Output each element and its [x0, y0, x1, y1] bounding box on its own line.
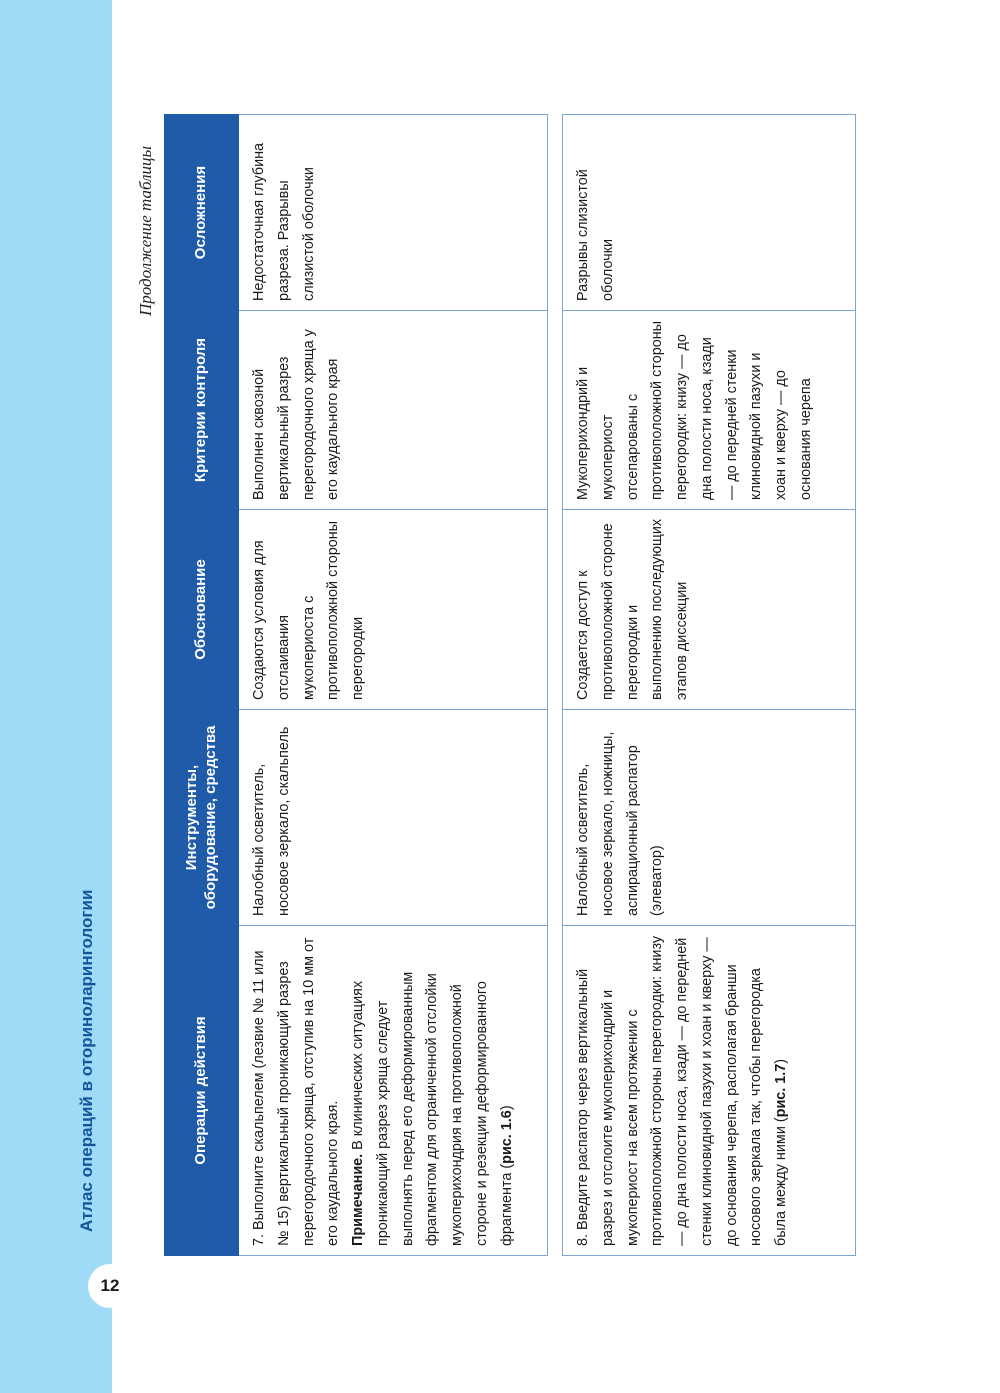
- rotated-table-wrapper: [164, 115, 840, 1256]
- note-text: В клинических ситуациях проникающий разрез хряща следует выполнять перед его деформированным фрагментом для ограниченной отслойки мукоперихондрия на противоположной стороне и резекции деформированного фрагмента (: [350, 971, 515, 1246]
- cell-rationale: Создается доступ к противоположной стороне перегородки и выполнению последующих этапов диссекции: [563, 510, 856, 710]
- running-title: Атлас операций в оториноларингологии: [77, 889, 96, 1232]
- cell-action: [239, 926, 548, 1256]
- row-gap: [548, 115, 563, 1256]
- cell-rationale: Создаются условия для отслаивания мукопериоста с противоположной стороны перегородки: [239, 510, 548, 710]
- cell-complications: Разрывы слизистой оболочки: [563, 115, 856, 311]
- operations-table: [164, 114, 856, 1256]
- continuation-label: Продолжение таблицы: [136, 145, 155, 316]
- figure-reference: рис. 1.6: [498, 1110, 515, 1164]
- cell-instruments: Налобный осветитель, носовое зеркало, ножницы, аспирационный распатор (элеватор): [563, 710, 856, 926]
- action-text: 8. Введите распатор через вертикальный разрез и отслоите мукоперихондрий и мукопериост на всем протяжении с противоположной стороны перегородки: книзу — до дна полости носа, кзади — до передней стенки клиновидной пазухи и хоан и кверху — до основания черепа, располагая бранши носового зеркала так, чтобы перегородка была между ними (: [575, 935, 790, 1246]
- figure-close: ): [498, 1105, 515, 1111]
- header-instruments: Инструменты, оборудование, средства: [165, 710, 239, 926]
- header-complications: Осложнения: [165, 115, 239, 311]
- cell-complications: Недостаточная глубина разреза. Разрывы слизистой оболочки: [239, 115, 548, 311]
- cell-action: [563, 926, 856, 1256]
- header-actions: Операции действия: [165, 926, 239, 1256]
- table-row: [563, 115, 856, 1256]
- cell-instruments: Налобный осветитель, носовое зеркало, скальпель: [239, 710, 548, 926]
- cell-control: Мукоперихондрий и мукопериост отсепарованы с противоположной стороны перегородки: книзу — до дна полости носа, кзади — до передней стенки клиновидной пазухи и хоан и кверху — до основания черепа: [563, 311, 856, 510]
- figure-reference: рис. 1.7: [773, 1063, 790, 1118]
- figure-close: ): [773, 1058, 790, 1064]
- note-label: Примечание.: [350, 1153, 367, 1246]
- table-header-row: [165, 115, 239, 1256]
- table-row: [239, 115, 548, 1256]
- header-control: Критерии контроля: [165, 311, 239, 510]
- page-number: 12: [88, 1264, 132, 1308]
- cell-control: Выполнен сквозной вертикальный разрез перегородочного хряща у его каудального края: [239, 311, 548, 510]
- header-rationale: Обоснование: [165, 510, 239, 710]
- action-text: 7. Выполните скальпелем (лезвие № 11 или № 15) вертикальный проникающий разрез перегородочного хряща, отступив на 10 мм от его каудального края.: [251, 937, 342, 1246]
